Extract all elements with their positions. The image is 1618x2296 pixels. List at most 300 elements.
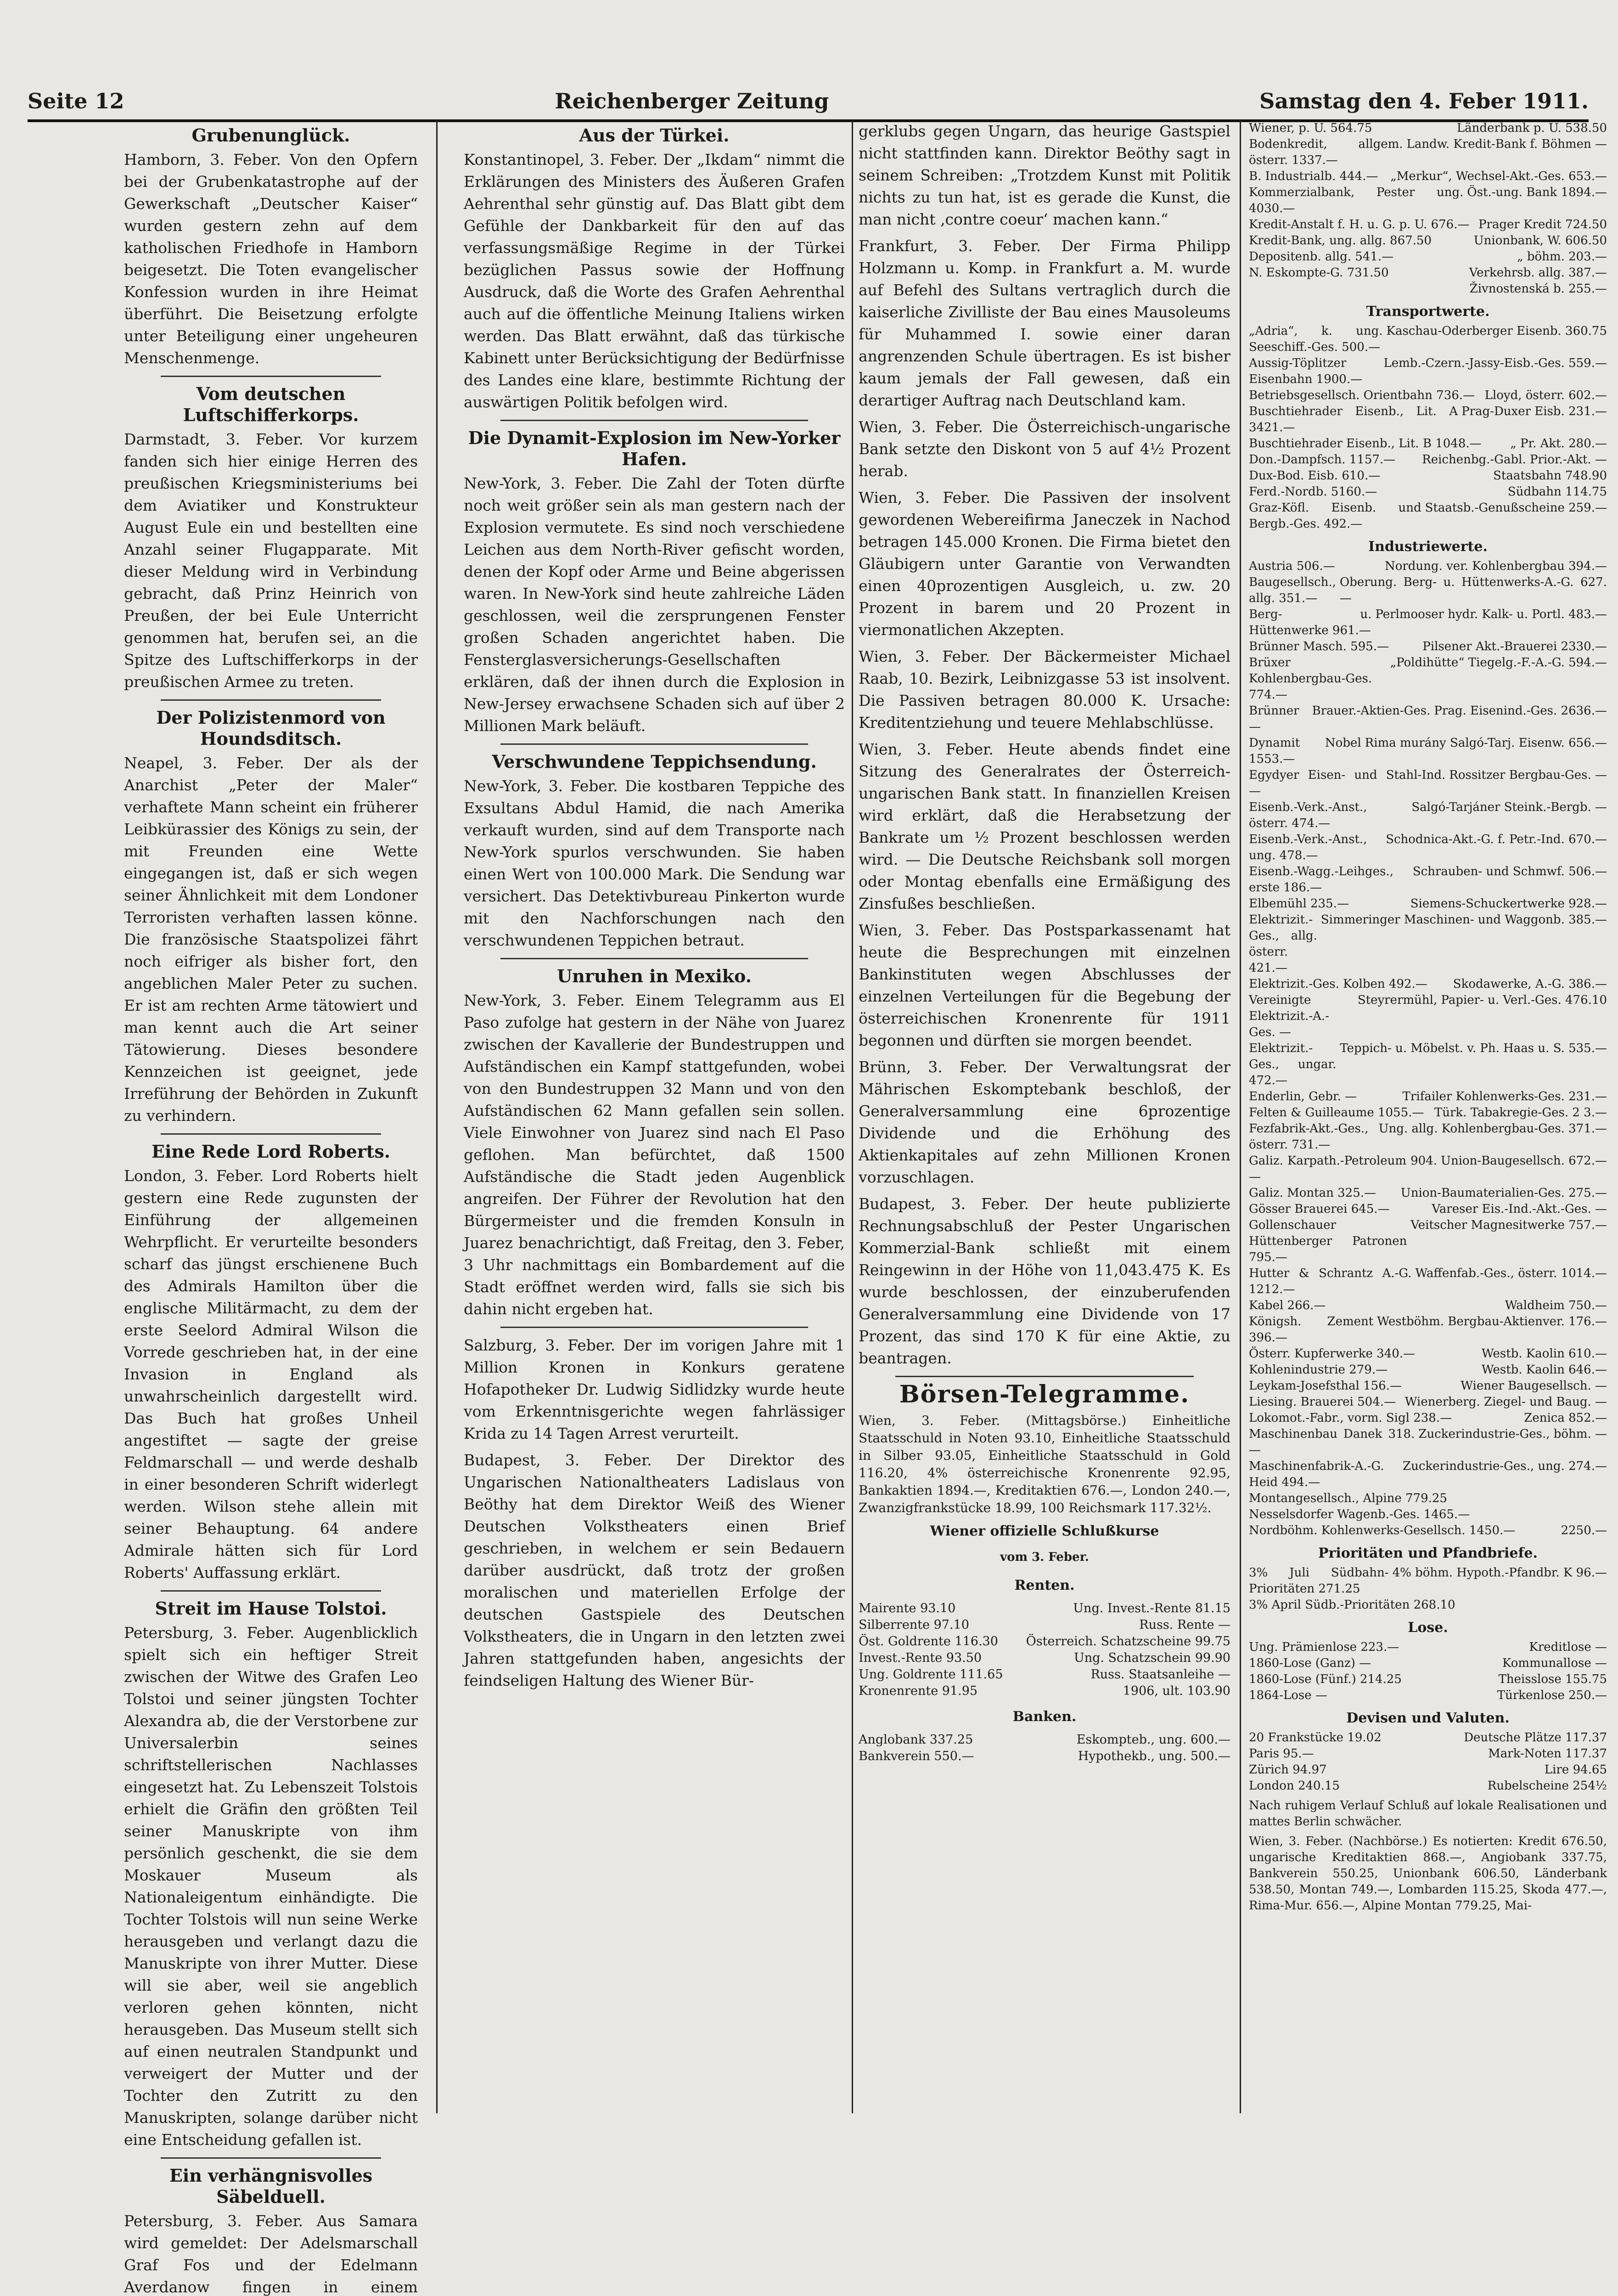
- lose-title: Lose.: [1408, 1620, 1448, 1636]
- quote-left: Ung. Prämienlose 223.—: [1249, 1640, 1399, 1654]
- quote-right: „ böhm. 203.—: [1517, 250, 1607, 264]
- quote-left: Nesselsdorfer Wagenb.-Ges. 1465.—: [1249, 1508, 1470, 1521]
- quote-left: Königsh. Zement 396.—: [1249, 1315, 1374, 1345]
- quote-row: [1249, 1314, 1607, 1346]
- quote-row: [1249, 655, 1607, 703]
- quote-left: Maschinenfabrik-A.-G. Heid 494.—: [1249, 1459, 1384, 1489]
- quote-row: [859, 1650, 1230, 1666]
- article: [859, 738, 1230, 915]
- quote-row: [1249, 1153, 1607, 1185]
- quote-left: Graz-Köfl. Eisenb. und Bergb.-Ges. 492.—: [1249, 501, 1421, 531]
- quote-row: [1249, 1523, 1607, 1539]
- quote-right: Westböhm. Bergbau-Aktienver. 176.—: [1377, 1315, 1607, 1328]
- quote-row: [1249, 1298, 1607, 1314]
- quote-right: Union-Baugesellsch. 672.—: [1441, 1154, 1607, 1168]
- quote-row: [1249, 265, 1607, 281]
- article: [859, 919, 1230, 1052]
- quote-right: Zuckerindustrie-Ges., böhm. —: [1418, 1427, 1607, 1441]
- issue-date: Samstag den 4. Feber 1911.: [1259, 89, 1589, 113]
- quote-left: Bodenkredit, allgem. österr. 1337.—: [1249, 137, 1403, 167]
- quote-row: [1249, 169, 1607, 185]
- newspaper-title: Reichenberger Zeitung: [555, 89, 829, 113]
- quote-left: N. Eskompte-G. 731.50: [1249, 266, 1389, 280]
- quote-row: [859, 1666, 1230, 1683]
- quote-row: [1249, 323, 1607, 355]
- quote-row: [1249, 864, 1607, 896]
- quote-row: [1249, 1121, 1607, 1153]
- quote-row: [859, 1617, 1230, 1633]
- quote-right: Ung. Invest.-Rente 81.15: [1073, 1601, 1230, 1615]
- quote-left: Gösser Brauerei 645.—: [1249, 1202, 1390, 1216]
- quote-row: [1249, 1362, 1607, 1378]
- quote-left: Gollenschauer Hüttenberger Patronen 795.—: [1249, 1218, 1407, 1264]
- quote-right: Öst.-ung. Bank 1894.—: [1467, 186, 1607, 199]
- quote-left: Kredit-Anstalt f. H. u. G. p. U. 676.—: [1249, 218, 1470, 231]
- quote-left: Vereinigte Elektrizit.-A.-Ges. —: [1249, 993, 1329, 1039]
- quote-right: Kreditlose —: [1529, 1640, 1607, 1654]
- quote-left: Buschtiehrader Eisenb., Lit. A 3421.—: [1249, 405, 1458, 434]
- article-body: Budapest, 3. Feber. Der Direktor des Ungarischen Nationaltheaters Ladislaus von Beöthy hat dem Direktor Weiß des Wiener Deutschen Volkstheaters einen Brief geschrieben, in welchem er sein Bedauern darüber ausdrückt, daß trotz der großen moralischen und materiellen Erfolge der deutschen Gastspiele des Deutschen Volkstheaters, die in Ungarn in den letzten zwei Jahren stattgefunden haben, angesichts der feindseligen Haltung des Wiener Bür-: [464, 1451, 845, 1689]
- quote-row: [1249, 1778, 1607, 1794]
- quote-row: [859, 1633, 1230, 1650]
- quote-left: Mairente 93.10: [859, 1601, 956, 1615]
- quote-left: Montangesellsch., Alpine 779.25: [1249, 1491, 1447, 1505]
- quote-right: Union-Baumaterialien-Ges. 275.—: [1400, 1186, 1607, 1200]
- quote-right: Schrauben- und Schmwf. 506.—: [1412, 865, 1607, 878]
- article: [124, 125, 418, 369]
- quote-row: [859, 1748, 1230, 1765]
- quote-left: Galiz. Montan 325.—: [1249, 1186, 1376, 1200]
- quote-right: Eskompteb., ung. 600.—: [1076, 1733, 1230, 1747]
- page-header: [28, 83, 1589, 122]
- quote-right: Schodnica-Akt.-G. f. Petr.-Ind. 670.—: [1386, 833, 1607, 846]
- quote-right: Hypothekb., ung. 500.—: [1078, 1749, 1230, 1763]
- quote-left: Anglobank 337.25: [859, 1733, 973, 1747]
- quote-row: [1249, 281, 1607, 297]
- quote-left: Elektrizit.-Ges., allg. österr. 421.—: [1249, 913, 1317, 975]
- article-body: Petersburg, 3. Feber. Augenblicklich spielt sich ein heftiger Streit zwischen der Witwe des Grafen Leo Tolstoi und seiner jüngsten Tochter Alexandra ab, die der Verstorbene zur Universalerbin seines schriftstellerischen Nachlasses eingesetzt hat. Zu Lebenszeit Tolstois erhielt die Gräfin den größten Teil seiner Manuskripte von ihm persönlich geschenkt, die sie dem Moskauer Museum als Nationaleigentum einhändigte. Die Tochter Tolstois will nun seine Werke herausgeben und verlangt dazu die Manuskripte von ihrer Mutter. Diese will sie aber, weil sie angeblich verloren gehen könnten, nicht herausgeben. Das Museum stellt sich auf einen neutralen Standpunkt und verweigert der Mutter und der Tochter den Zutritt zu den Manuskripten, solange darüber nicht eine Entscheidung gefallen ist.: [124, 1624, 418, 2149]
- quote-right: Verkehrsb. allg. 387.—: [1469, 266, 1607, 280]
- quote-left: Österr. Kupferwerke 340.—: [1249, 1347, 1416, 1361]
- quote-right: 4% böhm. Hypoth.-Pfandbr. K 96.—: [1392, 1566, 1607, 1580]
- quote-left: Kronenrente 91.95: [859, 1684, 978, 1698]
- quote-left: Galiz. Karpath.-Petroleum 904.—: [1249, 1154, 1438, 1184]
- article-body: Budapest, 3. Feber. Der heute publizierte Rechnungsabschluß der Pester Ungarischen Kommerzial-Bank schließt mit einem Reingewinn in der Höhe von 11,043.475 K. Es wurde beschlossen, der einzuberufenden Generalversammlung eine Dividende von 17 Prozent, das sind 170 K für eine Aktie, zu beantragen.: [859, 1195, 1230, 1367]
- quote-row: [1249, 1394, 1607, 1410]
- quote-right: Nordung. ver. Kohlenbergbau 394.—: [1384, 559, 1607, 573]
- quote-row: [1249, 735, 1607, 767]
- quote-right: Landw. Kredit-Bank f. Böhmen —: [1406, 137, 1607, 151]
- quote-row: [1249, 1597, 1607, 1613]
- quote-right: Südbahn 114.75: [1507, 485, 1607, 499]
- boerse-title: Börsen-Telegramme.: [899, 1380, 1190, 1408]
- quote-right: Türk. Tabakregie-Ges. 2 3.—: [1434, 1106, 1607, 1120]
- quote-right: Ung. allg. Kohlenbergbau-Ges. 371.—: [1378, 1122, 1607, 1136]
- transport-title: Transportwerte.: [1366, 304, 1490, 320]
- quote-left: Berg- u. Hüttenwerke 961.—: [1249, 608, 1372, 637]
- article-body: Wien, 3. Feber. Die Österreichisch-ungarische Bank setzte den Diskont von 5 auf 4½ Prozent herab.: [859, 418, 1230, 480]
- quote-left: Brünner Brauer.-Aktien-Ges. —: [1249, 704, 1431, 734]
- quote-left: Dux-Bod. Eisb. 610.—: [1249, 469, 1381, 483]
- quote-right: Prag-Duxer Eisb. 231.—: [1461, 405, 1607, 418]
- quote-left: Silberrente 97.10: [859, 1618, 969, 1632]
- quote-left: Kohlenindustrie 279.—: [1249, 1363, 1388, 1377]
- quote-row: [1249, 120, 1607, 136]
- article: [464, 428, 845, 737]
- divider: [161, 1590, 381, 1592]
- quote-row: [1249, 452, 1607, 468]
- quote-left: Egydyer Eisen- und Stahl-Ind. —: [1249, 768, 1446, 798]
- quote-left: Eisenb.-Wagg.-Leihges., erste 186.—: [1249, 865, 1393, 895]
- quote-right: Skodawerke, A.-G. 386.—: [1453, 977, 1607, 991]
- quote-right: Rubelscheine 254½: [1487, 1779, 1607, 1793]
- article-headline: Grubenunglück.: [191, 125, 350, 146]
- column-rule: [852, 120, 853, 2113]
- article: [859, 416, 1230, 482]
- article-body: New-York, 3. Feber. Einem Telegramm aus El Paso zufolge hat gestern in der Nähe von Juarez zwischen der Kavallerie der Bundestruppen und Aufständischen ein Kampf stattgefunden, wobei von den Bundestruppen 32 Mann und von den Aufständischen 62 Mann gefallen sein sollen. Viele Einwohner von Juarez sind nach El Paso geflohen. Man befürchtet, daß 1500 Aufständische die Stadt jeden Augenblick angreifen. Der Führer der Revolution hat den Bürgermeister und die fremden Konsuln in Juarez benachrichtigt, daß Freitag, den 3. Feber, 3 Uhr nachmittags ein Bombardement auf die Stadt eröffnet werden wird, falls sie sich bis dahin nicht ergeben hat.: [464, 991, 845, 1318]
- quote-left: Ferd.-Nordb. 5160.—: [1249, 485, 1377, 499]
- quote-left: Elbemühl 235.—: [1249, 897, 1349, 911]
- quote-row: [1249, 912, 1607, 976]
- divider: [500, 743, 808, 745]
- quote-right: Westb. Kaolin 610.—: [1481, 1347, 1607, 1361]
- quote-left: Maschinenbau Danek 318.—: [1249, 1427, 1415, 1457]
- quote-right: Unionbank, W. 606.50: [1473, 234, 1607, 248]
- quote-row: [1249, 639, 1607, 655]
- quote-left: Elektrizit.-Ges., ungar. 472.—: [1249, 1041, 1337, 1087]
- quote-left: Kredit-Bank, ung. allg. 867.50: [1249, 234, 1432, 248]
- quote-left: Wiener, p. U. 564.75: [1249, 121, 1372, 135]
- quote-left: Hutter & Schrantz A.-G. 1212.—: [1249, 1266, 1412, 1296]
- quote-right: Waffenfab.-Ges., österr. 1014.—: [1415, 1266, 1607, 1280]
- quote-left: „Adria“, k. ung. Seeschiff.-Ges. 500.—: [1249, 324, 1383, 354]
- boerse-intro: Wien, 3. Feber. (Mittagsbörse.) Einheitliche Staatsschuld in Noten 93.10, Einheitliche Staatsschuld in Silber 93.05, Einheitliche Staatsschuld in Gold 116.20, 4% österreichische Kronenrente 92.95, Bankaktien 1894.—, Kreditaktien 676.—, London 240.—, Zwanzigfrankstücke 18.99, 100 Reichsmark 117.32½.: [859, 1413, 1230, 1515]
- quote-row: [1249, 355, 1607, 388]
- quote-left: 20 Frankstücke 19.02: [1249, 1731, 1382, 1745]
- article-headline: Streit im Hause Tolstoi.: [155, 1598, 387, 1619]
- quote-row: [1249, 1507, 1607, 1523]
- nachboerse-note: Wien, 3. Feber. (Nachbörse.) Es notierten: Kredit 676.50, ungarische Kreditaktien 868.—, Angiobank 337.75, Bankverein 550.25, Unionbank 606.50, Länderbank 538.50, Montan 749.—, Lombarden 115.25, Skoda 477.—, Rima-Mur. 656.—, Alpine Montan 779.25, Mai-: [1249, 1835, 1607, 1913]
- quote-row: [1249, 992, 1607, 1041]
- article-body: London, 3. Feber. Lord Roberts hielt gestern eine Rede zugunsten der Einführung der allgemeinen Wehrpflicht. Er verurteilte besonders scharf das jüngst erschienene Buch des Admirals Hamilton über die englische Militärmacht, zu dem der erste Seelord Admiral Wilson die Vorrede geschrieben hat, in der eine Invasion in England als unwahrscheinlich dargestellt wird. Das Buch hat großes Unheil angestiftet — sagte der greise Feldmarschall — und werde deshalb in einer besonderen Schrift widerlegt werden. Wilson stehe allein mit seiner Behauptung. 64 andere Admirale hätten sich für Lord Roberts' Auffassung erklärt.: [124, 1167, 418, 1581]
- quote-row: [1249, 799, 1607, 832]
- quote-row: [1249, 1201, 1607, 1217]
- quote-right: Veitscher Magnesitwerke 757.—: [1410, 1218, 1607, 1232]
- quote-right: Österreich. Schatzscheine 99.75: [1026, 1634, 1230, 1649]
- article: [859, 487, 1230, 641]
- quote-right: Rima murány Salgó-Tarj. Eisenw. 656.—: [1365, 736, 1607, 750]
- article-headline: Vom deutschen Luftschifferkorps.: [183, 383, 359, 425]
- quote-right: Russ. Rente —: [1139, 1618, 1230, 1632]
- quote-row: [1249, 767, 1607, 799]
- quote-right: Prager Kredit 724.50: [1478, 218, 1607, 231]
- quote-right: 2250.—: [1561, 1524, 1607, 1537]
- quote-right: Russ. Staatsanleihe —: [1090, 1667, 1230, 1682]
- quote-row: [1249, 1041, 1607, 1089]
- quote-left: 1864-Lose —: [1249, 1688, 1327, 1702]
- article: [464, 966, 845, 1320]
- quote-row: [1249, 1762, 1607, 1778]
- quote-right: Deutsche Plätze 117.37: [1464, 1731, 1607, 1745]
- article-body: New-York, 3. Feber. Die kostbaren Teppiche des Exsultans Abdul Hamid, die nach Amerika verkauft wurden, sind auf dem Transporte nach New-York spurlos verschwunden. Sie haben einen Wert von 100.000 Mark. Die Sendung war versichert. Das Detektivbureau Pinkerton wurde mit den Nachforschungen nach den verschwundenen Teppichen betraut.: [464, 777, 845, 949]
- quote-right: Simmeringer Maschinen- und Waggonb. 385.—: [1320, 913, 1607, 927]
- article-headline: Eine Rede Lord Roberts.: [152, 1141, 390, 1162]
- quote-left: Eisenb.-Verk.-Anst., ung. 478.—: [1249, 833, 1367, 862]
- quote-left: Don.-Dampfsch. 1157.—: [1249, 453, 1396, 467]
- quote-row: [1249, 1217, 1607, 1266]
- quote-left: [1249, 281, 1466, 297]
- quote-right: Zuckerindustrie-Ges., ung. 274.—: [1403, 1459, 1607, 1473]
- quote-left: Austria 506.—: [1249, 559, 1335, 573]
- quote-left: 3% April Südb.-Prioritäten 268.10: [1249, 1598, 1455, 1612]
- quote-left: Felten & Guilleaume 1055.—: [1249, 1106, 1424, 1120]
- quote-right: Lemb.-Czern.-Jassy-Eisb.-Ges. 559.—: [1383, 356, 1607, 370]
- quote-row: [1249, 1746, 1607, 1762]
- quote-left: 1860-Lose (Fünf.) 214.25: [1249, 1672, 1402, 1686]
- quote-right: Türkenlose 250.—: [1497, 1688, 1607, 1702]
- quote-right: „Merkur“, Wechsel-Akt.-Ges. 653.—: [1390, 169, 1607, 183]
- quote-row: [1249, 1491, 1607, 1507]
- industrie-title: Industriewerte.: [1368, 539, 1488, 555]
- article: [859, 1056, 1230, 1188]
- quote-left: Invest.-Rente 93.50: [859, 1651, 982, 1665]
- quote-right: 1906, ult. 103.90: [1123, 1684, 1230, 1698]
- article-body: Darmstadt, 3. Feber. Vor kurzem fanden sich hier einige Herren des preußischen Kriegsministeriums bei dem Aviatiker und Konstrukteur August Eule ein und bestellten eine Anzahl seiner Flugapparate. Mit dieser Meldung wird in Verbindung gebracht, daß Prinz Heinrich von Preußen, der bei Eule Unterricht genommen hat, berufen sei, an die Spitze des Luftschifferkorps in der preußischen Armee zu treten.: [124, 430, 418, 691]
- quote-left: Eisenb.-Verk.-Anst., österr. 474.—: [1249, 800, 1367, 830]
- quote-right: Kommunallose —: [1502, 1656, 1607, 1670]
- article-body: Frankfurt, 3. Feber. Der Firma Philipp Holzmann u. Komp. in Frankfurt a. M. wurde auf Befehl des Sultans vertraglich durch die kaiserliche Zivilliste der Bau eines Mausoleums für Muhammed I. sowie einer daran angrenzenden Schule übertragen. Es ist bisher kaum jemals der Fall gewesen, daß ein derartiger Auftrag nach Deutschland kam.: [859, 237, 1230, 409]
- article-headline: Verschwundene Teppichsendung.: [492, 751, 817, 772]
- column-1: [124, 120, 418, 2296]
- quote-left: London 240.15: [1249, 1779, 1340, 1793]
- article-body: Konstantinopel, 3. Feber. Der „Ikdam“ nimmt die Erklärungen des Ministers des Äußeren Grafen Aehrenthal sehr günstig auf. Das Blatt gibt dem Gefühle der Dankbarkeit für den auf das verfassungsmäßige Regime in der Türkei bezüglichen Passus sowie der Hoffnung Ausdruck, daß die Worte des Grafen Aehrenthal auch auf die öffentliche Meinung Italiens wirken werden. Das Blatt erwähnt, daß das türkische Kabinett unter Berücksichtigung der Bedürfnisse des Landes eine klare, bestimmte Richtung der auswärtigen Politik befolgen wird.: [464, 151, 845, 411]
- column-rule: [1240, 120, 1241, 2113]
- quote-left: Zürich 94.97: [1249, 1763, 1327, 1777]
- article: [464, 125, 845, 413]
- quote-left: Aussig-Töplitzer Eisenbahn 1900.—: [1249, 356, 1363, 386]
- quote-row: [1249, 484, 1607, 500]
- quote-row: [1249, 896, 1607, 912]
- quote-left: Kommerzialbank, Pester ung. 4030.—: [1249, 186, 1464, 215]
- divider: [500, 1327, 808, 1328]
- quote-right: Pilsener Akt.-Brauerei 2330.—: [1422, 640, 1607, 653]
- quote-left: Fezfabrik-Akt.-Ges., österr. 731.—: [1249, 1122, 1369, 1152]
- quote-left: Brünner Masch. 595.—: [1249, 640, 1389, 653]
- quote-right: Reichenbg.-Gabl. Prior.-Akt. —: [1422, 453, 1607, 467]
- quote-left: Öst. Goldrente 116.30: [859, 1634, 998, 1649]
- quote-row: [1249, 1410, 1607, 1426]
- quote-right: Mark-Noten 117.37: [1488, 1747, 1607, 1761]
- quote-left: Bankverein 550.—: [859, 1749, 974, 1763]
- divider: [500, 420, 808, 421]
- quote-row: [1249, 1458, 1607, 1491]
- quote-row: [1249, 249, 1607, 265]
- quote-left: Depositenb. allg. 541.—: [1249, 250, 1394, 264]
- article: [464, 1449, 845, 1692]
- page-number: Seite 12: [28, 89, 124, 113]
- quote-row: [1249, 1426, 1607, 1458]
- quote-right: Rossitzer Bergbau-Ges. —: [1449, 768, 1607, 782]
- quote-right: Lire 94.65: [1544, 1763, 1607, 1777]
- quote-row: [1249, 233, 1607, 249]
- quote-right: Staatsb.-Genußscheine 259.—: [1425, 501, 1607, 515]
- quote-right: Westb. Kaolin 646.—: [1481, 1363, 1607, 1377]
- article: [124, 2165, 418, 2296]
- quote-right: Lloyd, österr. 602.—: [1484, 388, 1607, 402]
- quote-left: Elektrizit.-Ges. Kolben 492.—: [1249, 977, 1427, 991]
- column-4: [1249, 120, 1607, 2113]
- quote-row: [1249, 1655, 1607, 1671]
- quote-right: Vareser Eis.-Ind.-Akt.-Ges. —: [1432, 1202, 1607, 1216]
- quote-left: Brüxer Kohlenbergbau-Ges. 774.—: [1249, 656, 1372, 702]
- quote-row: [1249, 1730, 1607, 1746]
- article: [859, 646, 1230, 734]
- banken-title: Banken.: [1012, 1709, 1077, 1725]
- article: [124, 707, 418, 1127]
- quote-right: Theisslose 155.75: [1498, 1672, 1607, 1686]
- quote-right: Wiener Baugesellsch. —: [1461, 1379, 1607, 1393]
- quote-right: Zenica 852.—: [1524, 1411, 1607, 1425]
- quote-right: Perlmooser hydr. Kalk- u. Portl. 483.—: [1375, 608, 1607, 621]
- quote-left: Liesing. Brauerei 504.—: [1249, 1395, 1396, 1409]
- article: [464, 751, 845, 951]
- quote-right: Živnostenská b. 255.—: [1469, 282, 1607, 296]
- quote-row: [1249, 436, 1607, 452]
- quote-row: [1249, 217, 1607, 233]
- quote-right: Wienerberg. Ziegel- und Baug. —: [1405, 1395, 1607, 1409]
- article-headline: Ein verhängnisvolles Säbelduell.: [169, 2165, 373, 2207]
- article-body: Salzburg, 3. Feber. Der im vorigen Jahre mit 1 Million Kronen in Konkurs geratene Hofapotheker Dr. Ludwig Sidlidzky wurde heute vom Erkenntnisgerichte wegen fahrlässiger Krida zu 14 Tagen Arrest verurteilt.: [464, 1336, 845, 1442]
- article-body: Brünn, 3. Feber. Der Verwaltungsrat der Mährischen Eskomptebank beschloß, der Generalversammlung eine 6prozentige Dividende und die Erhöhung des Aktienkapitales auf zehn Millionen Kronen vorzuschlagen.: [859, 1058, 1230, 1186]
- boerse-subtitle: Wiener offizielle Schlußkurse: [930, 1523, 1159, 1539]
- article-body: New-York, 3. Feber. Die Zahl der Toten dürfte noch weit größer sein als man gestern nach der Explosion vermutete. Es sind noch verschiedene Leichen aus dem North-River gefischt worden, denen der Kopf oder Arme und Beine abgerissen waren. In New-York sind heute zahlreiche Läden geschlossen, weil die zersprungenen Fenster großen Schaden angerichtet haben. Die Fensterglasversicherungs-Gesellschaften erklären, daß der ihnen durch die Explosion in New-Jersey erwachsene Schaden sich auf über 2 Millionen Mark beläuft.: [464, 474, 845, 735]
- article-body: Neapel, 3. Feber. Der als der Anarchist „Peter der Maler“ verhaftete Mann scheint ein früherer Leibkürassier des Königs zu sein, der mit Freunden eine Wette eingegangen ist, daß er sich wegen seiner Ähnlichkeit mit dem Londoner Terroristen verhaften lassen könne. Die französische Staatspolizei fährt noch eifriger als bisher fort, den angeblichen Maler Peter zu suchen. Er ist am rechten Arme tätowiert und man kennt auch die Art seiner Tätowierung. Dieses besondere Kennzeichen ist geeignet, jede Irreführung der Behörden in Zukunft zu verhindern.: [124, 754, 418, 1125]
- article-body: Wien, 3. Feber. Heute abends findet eine Sitzung des Generalrates der Österreich-ungarischen Bank statt. In finanziellen Kreisen wird erklärt, daß die Herabsetzung der Bankrate um ½ Prozent beschlossen werden wird. — Die Deutsche Reichsbank soll morgen oder Montag ebenfalls eine Ermäßigung des Zinsfußes beschließen.: [859, 740, 1230, 912]
- quote-row: [1249, 500, 1607, 532]
- quote-right: Teppich- u. Möbelst. v. Ph. Haas u. S. 535.—: [1340, 1041, 1607, 1055]
- article-headline: Aus der Türkei.: [579, 125, 730, 146]
- quote-left: Nordböhm. Kohlenwerks-Gesellsch. 1450.—: [1249, 1524, 1516, 1537]
- quote-right: „ Pr. Akt. 280.—: [1510, 437, 1607, 450]
- column-3: [859, 120, 1230, 2113]
- article-body: Wien, 3. Feber. Die Passiven der insolvent gewordenen Webereifirma Janeczek in Nachod betragen 145.000 Kronen. Die Firma bietet den Gläubigern unter Garantie von Verwandten einen 40prozentigen Ausgleich, u. zw. 20 Prozent in barem und 20 Prozent in viermonatlichen Akzepten.: [859, 489, 1230, 639]
- quote-row: [1249, 388, 1607, 404]
- quote-left: Buschtiehrader Eisenb., Lit. B 1048.—: [1249, 437, 1482, 450]
- quote-right: Trifailer Kohlenwerks-Ges. 231.—: [1402, 1090, 1607, 1103]
- article-headline: Die Dynamit-Explosion im New-Yorker Hafen.: [468, 428, 841, 469]
- article: [859, 120, 1230, 231]
- prior-title: Prioritäten und Pfandbriefe.: [1318, 1545, 1538, 1561]
- quote-row: [1249, 574, 1607, 607]
- quote-right: Siemens-Schuckertwerke 928.—: [1410, 897, 1607, 911]
- article-body: Hamborn, 3. Feber. Von den Opfern bei der Grubenkatastrophe auf der Gewerkschaft „Deutscher Kaiser“ wurden gestern zehn auf dem katholischen Friedhofe in Hamborn beigesetzt. Die Toten evangelischer Konfession wurden in ihre Heimat überführt. Die Beisetzung erfolgte unter Beteiligung einer ungeheuren Menschenmenge.: [124, 151, 418, 367]
- divider: [161, 2157, 381, 2159]
- quote-right: Ung. Schatzschein 99.90: [1073, 1651, 1230, 1665]
- quote-row: [1249, 1346, 1607, 1362]
- renten-title: Renten.: [1014, 1577, 1075, 1593]
- quote-row: [1249, 558, 1607, 574]
- quote-left: Baugesellsch., allg. 351.—: [1249, 575, 1336, 605]
- article: [124, 383, 418, 693]
- article-headline: Der Polizistenmord von Houndsditsch.: [156, 707, 386, 749]
- divider: [895, 1376, 1194, 1377]
- quote-left: 3% Juli Südbahn-Prioritäten 271.25: [1249, 1566, 1389, 1596]
- quote-right: Kaschau-Oderberger Eisenb. 360.75: [1386, 324, 1607, 338]
- quote-row: [1249, 1671, 1607, 1688]
- quote-row: [1249, 468, 1607, 484]
- quote-left: Paris 95.—: [1249, 1747, 1314, 1761]
- quote-left: Lokomot.-Fabr., vorm. Sigl 238.—: [1249, 1411, 1452, 1425]
- quote-row: [1249, 404, 1607, 436]
- article-body: Petersburg, 3. Feber. Aus Samara wird gemeldet: Der Adelsmarschall Graf Fos und der Edelmann Averdanow fingen in einem: [124, 2212, 418, 2296]
- quote-row: [1249, 1105, 1607, 1121]
- closing-note: Nach ruhigem Verlauf Schluß auf lokale Realisationen und mattes Berlin schwächer.: [1249, 1799, 1607, 1829]
- quote-left: Enderlin, Gebr. —: [1249, 1090, 1357, 1103]
- quote-left: Ung. Goldrente 111.65: [859, 1667, 1003, 1682]
- quote-right: Oberung. Berg- u. Hüttenwerks-A.-G. 627.—: [1339, 575, 1607, 605]
- quote-left: 1860-Lose (Ganz) —: [1249, 1656, 1371, 1670]
- boerse-section: [859, 1376, 1230, 1765]
- quote-row: [1249, 607, 1607, 639]
- article-body: Wien, 3. Feber. Das Postsparkassenamt hat heute die Besprechungen mit einzelnen Bankinstituten wegen Abschlusses der einzelnen Verteilungen für die Begebung der österreichischen Kronenrente für 1911 begonnen und dürften sie morgen beendet.: [859, 921, 1230, 1049]
- divider: [161, 376, 381, 377]
- quote-left: B. Industrialb. 444.—: [1249, 169, 1378, 183]
- quote-row: [1249, 1639, 1607, 1655]
- quote-row: [859, 1732, 1230, 1748]
- quote-left: Leykam-Josefsthal 156.—: [1249, 1379, 1402, 1393]
- quote-row: [1249, 976, 1607, 992]
- quote-row: [1249, 832, 1607, 864]
- quote-right: „Poldihütte“ Tiegelg.-F.-A.-G. 594.—: [1390, 656, 1607, 670]
- quote-row: [1249, 1688, 1607, 1704]
- column-rule: [436, 120, 438, 2113]
- quote-right: Prag. Eisenind.-Ges. 2636.—: [1434, 704, 1607, 718]
- column-2: [464, 120, 845, 2113]
- devisen-title: Devisen und Valuten.: [1346, 1710, 1510, 1726]
- quote-right: Länderbank p. U. 538.50: [1456, 121, 1607, 135]
- quote-row: [1249, 136, 1607, 169]
- quote-right: Steyrermühl, Papier- u. Verl.-Ges. 476.10: [1357, 993, 1607, 1007]
- article-headline: Unruhen in Mexiko.: [557, 966, 752, 986]
- article: [859, 235, 1230, 411]
- quote-row: [1249, 1378, 1607, 1394]
- article: [124, 1598, 418, 2151]
- quote-right: Staatsbahn 748.90: [1493, 469, 1607, 483]
- article: [859, 1193, 1230, 1369]
- divider: [500, 958, 808, 959]
- article-body: Wien, 3. Feber. Der Bäckermeister Michael Raab, 10. Bezirk, Leibnizgasse 53 ist insolvent. Die Passiven betragen 80.000 K. Ursache: Kreditentziehung und teuere Mehlabschlüsse.: [859, 647, 1230, 732]
- quote-row: [1249, 1565, 1607, 1597]
- quote-right: Waldheim 750.—: [1505, 1299, 1607, 1312]
- quote-row: [1249, 703, 1607, 735]
- quote-row: [859, 1683, 1230, 1699]
- quote-row: [1249, 1266, 1607, 1298]
- divider: [161, 699, 381, 701]
- quote-row: [1249, 1089, 1607, 1105]
- divider: [161, 1133, 381, 1135]
- article-body: gerklubs gegen Ungarn, das heurige Gastspiel nicht stattfinden kann. Direktor Beöthy sagt in seinem Schreiben: „Trotzdem Kunst mit Politik nichts zu tun hat, ist es gerade die Kunst, die man nicht ‚contre coeur‘ machen kann.“: [859, 122, 1230, 228]
- quote-row: [859, 1600, 1230, 1617]
- quote-row: [1249, 185, 1607, 217]
- quote-right: Salgó-Tarjáner Steink.-Bergb. —: [1411, 800, 1607, 814]
- quote-left: Kabel 266.—: [1249, 1299, 1326, 1312]
- quote-left: Dynamit Nobel 1553.—: [1249, 736, 1361, 766]
- article: [124, 1141, 418, 1584]
- article: [464, 1334, 845, 1445]
- quote-left: Betriebsgesellsch. Orientbahn 736.—: [1249, 388, 1475, 402]
- quote-row: [1249, 1185, 1607, 1201]
- boerse-date: vom 3. Feber.: [1000, 1550, 1089, 1564]
